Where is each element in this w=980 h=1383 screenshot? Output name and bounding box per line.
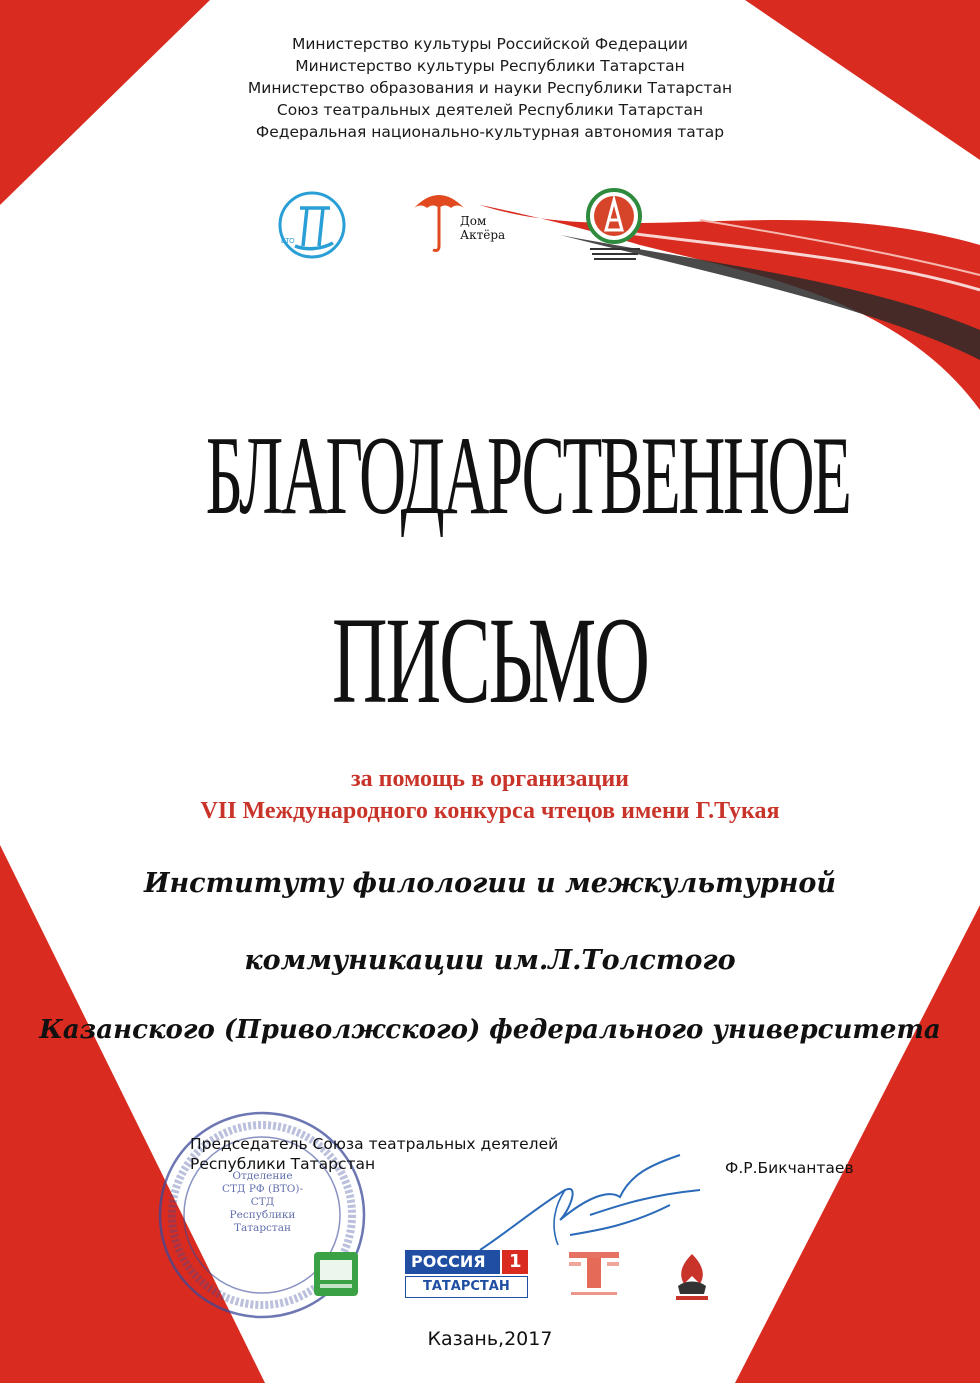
org-line: Министерство культуры Республики Татарстан: [295, 57, 685, 75]
org-line: Министерство культуры Российской Федерации: [291, 35, 688, 53]
recipient-line3: Казанского (Приволжского) федерального университета: [39, 1015, 941, 1045]
title-line2: ПИСЬМО: [331, 592, 649, 729]
recipient-line1: Институту филологии и межкультурной: [143, 868, 837, 899]
stamp-inner-text: [185, 1170, 340, 1235]
russia1-top-text: РОССИЯ: [411, 1252, 486, 1271]
right-side-triangle: [735, 905, 980, 1383]
stamp-line: СТД РФ (ВТО)-: [221, 1183, 304, 1195]
signatory-name: Ф.Р.Бикчантаев: [725, 1159, 854, 1177]
dom-aktera-line2: Актёра: [460, 228, 506, 242]
stamp-line: СТД: [250, 1196, 275, 1208]
org-line: Министерство образования и науки Республики Татарстан: [247, 79, 733, 97]
reason-line1: за помощь в организации: [351, 766, 629, 792]
org-line: Федеральная национально-культурная автономия татар: [255, 123, 725, 141]
russia1-logo: [405, 1250, 530, 1300]
russia1-number: 1: [509, 1251, 522, 1272]
tatmedia-logo: [565, 1248, 623, 1300]
stamp-line: Отделение: [232, 1170, 293, 1182]
city-year: Казань,2017: [427, 1328, 553, 1350]
organizations-header: [0, 33, 980, 143]
stamp-line: Республики: [229, 1209, 296, 1221]
title-line1: БЛАГОДАРСТВЕННОЕ: [205, 414, 850, 538]
dom-aktera-logo: [412, 186, 522, 256]
reason-line2: VII Международного конкурса чтецов имени Г.Тукая: [200, 798, 780, 824]
taif-logo: [668, 1250, 716, 1302]
stamp-line: Татарстан: [233, 1222, 291, 1234]
handwritten-signature: [470, 1135, 720, 1265]
dom-aktera-line1: Дом: [460, 214, 487, 228]
signatory-position-line2: Республики Татарстан: [190, 1155, 376, 1173]
tnv-logo: [312, 1250, 360, 1300]
signatory-position-line1: Председатель Союза театральных деятелей: [190, 1135, 559, 1153]
std-logo-text: ВТО: [281, 238, 295, 245]
org-line: Союз театральных деятелей Республики Татарстан: [276, 101, 704, 119]
fnka-logo: [580, 186, 660, 266]
russia1-bottom-text: ТАТАРСТАН: [423, 1279, 510, 1294]
recipient-line2: коммуникации им.Л.Толстого: [244, 945, 736, 976]
std-logo: [275, 188, 350, 263]
